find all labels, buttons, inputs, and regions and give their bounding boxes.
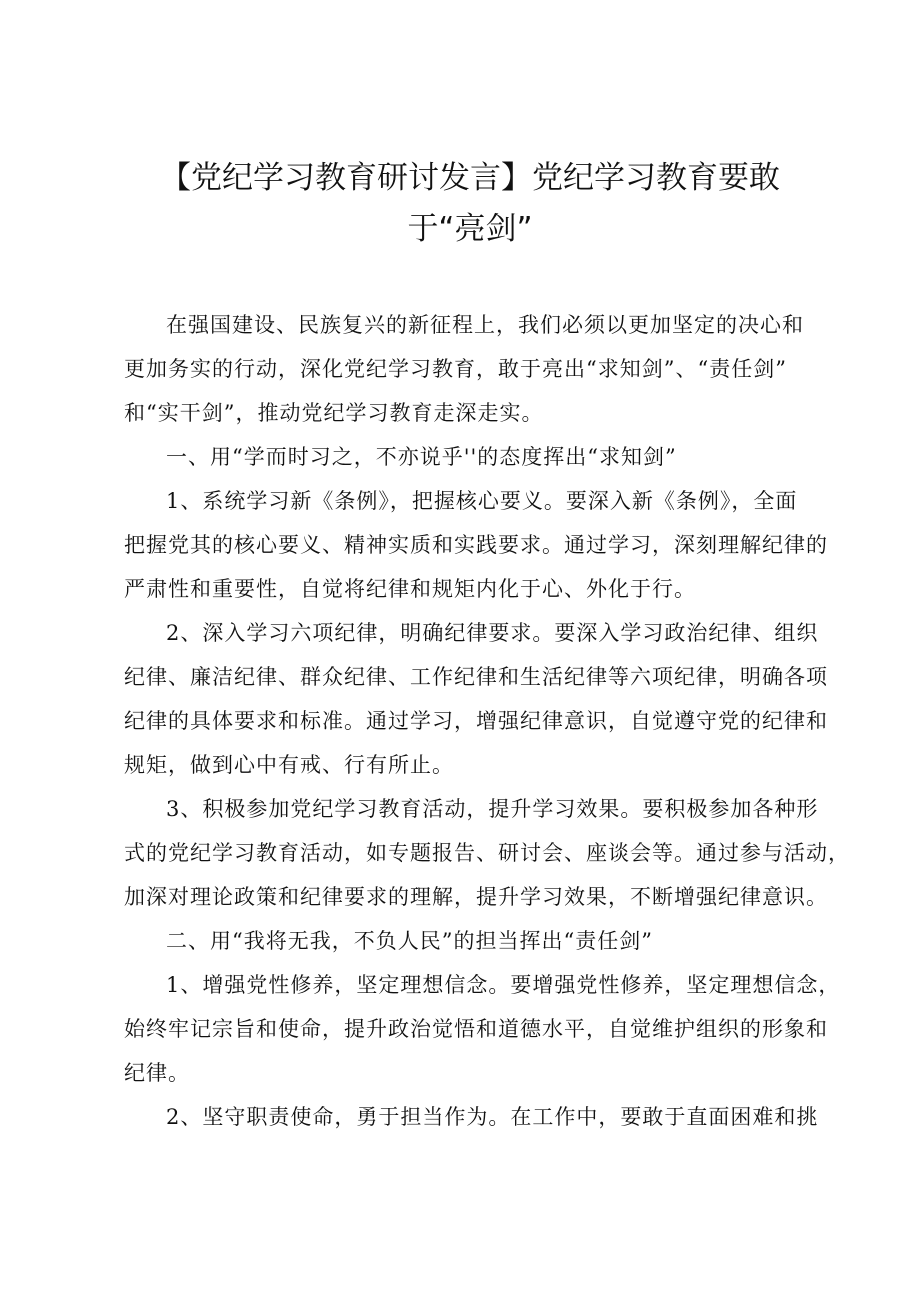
s1-item-1-line-2: 把握党其的核心要义、精神实质和实践要求。通过学习，深刻理解纪律的: [124, 533, 828, 557]
document-body: [124, 303, 850, 1139]
s1-item-2-line-3: 纪律的具体要求和标准。通过学习，增强纪律意识，自觉遵守党的纪律和: [124, 709, 828, 733]
s2-item-2-line-1: 2、坚守职责使命，勇于担当作为。在工作中，要敢于直面困难和挑: [166, 1105, 819, 1129]
s2-item-1-line-1: 1、增强党性修养，坚定理想信念。要增强党性修养，坚定理想信念，: [166, 973, 841, 997]
s1-item-1-line-1: 1、系统学习新《条例》，把握核心要义。要深入新《条例》，全面: [166, 489, 798, 513]
section-2-heading: 二、用“我将无我，不负人民”的担当挥出“责任剑”: [166, 929, 653, 953]
intro-line-2: 更加务实的行动，深化党纪学习教育，敢于亮出“求知剑”、“责任剑”: [124, 357, 787, 381]
s1-item-2-line-4: 规矩，做到心中有戒、行有所止。: [124, 753, 454, 777]
title-line-2: 于“亮剑”: [407, 211, 533, 247]
title-line-1: 【党纪学习教育研讨发言】党纪学习教育要敢: [160, 160, 780, 196]
intro-line-3: 和“实干剑”，推动党纪学习教育走深走实。: [124, 401, 544, 425]
s1-item-3-line-1: 3、积极参加党纪学习教育活动，提升学习效果。要积极参加各种形: [166, 797, 819, 821]
s1-item-3-line-3: 加深对理论政策和纪律要求的理解，提升学习效果，不断增强纪律意识。: [124, 885, 828, 909]
document-title: [150, 153, 790, 255]
s1-item-2-line-2: 纪律、廉洁纪律、群众纪律、工作纪律和生活纪律等六项纪律，明确各项: [124, 665, 828, 689]
s2-item-1-line-3: 纪律。: [124, 1061, 190, 1085]
intro-line-1: 在强国建设、民族复兴的新征程上，我们必须以更加坚定的决心和: [166, 313, 804, 337]
s1-item-2-line-1: 2、深入学习六项纪律，明确纪律要求。要深入学习政治纪律、组织: [166, 621, 819, 645]
s1-item-3-line-2: 式的党纪学习教育活动，如专题报告、研讨会、座谈会等。通过参与活动，: [124, 841, 850, 865]
s1-item-1-line-3: 严肃性和重要性，自觉将纪律和规矩内化于心、外化于行。: [124, 577, 696, 601]
section-1-heading: 一、用“学而时习之，不亦说乎''的态度挥出“求知剑”: [166, 445, 677, 469]
s2-item-1-line-2: 始终牢记宗旨和使命，提升政治觉悟和道德水平，自觉维护组织的形象和: [124, 1017, 828, 1041]
